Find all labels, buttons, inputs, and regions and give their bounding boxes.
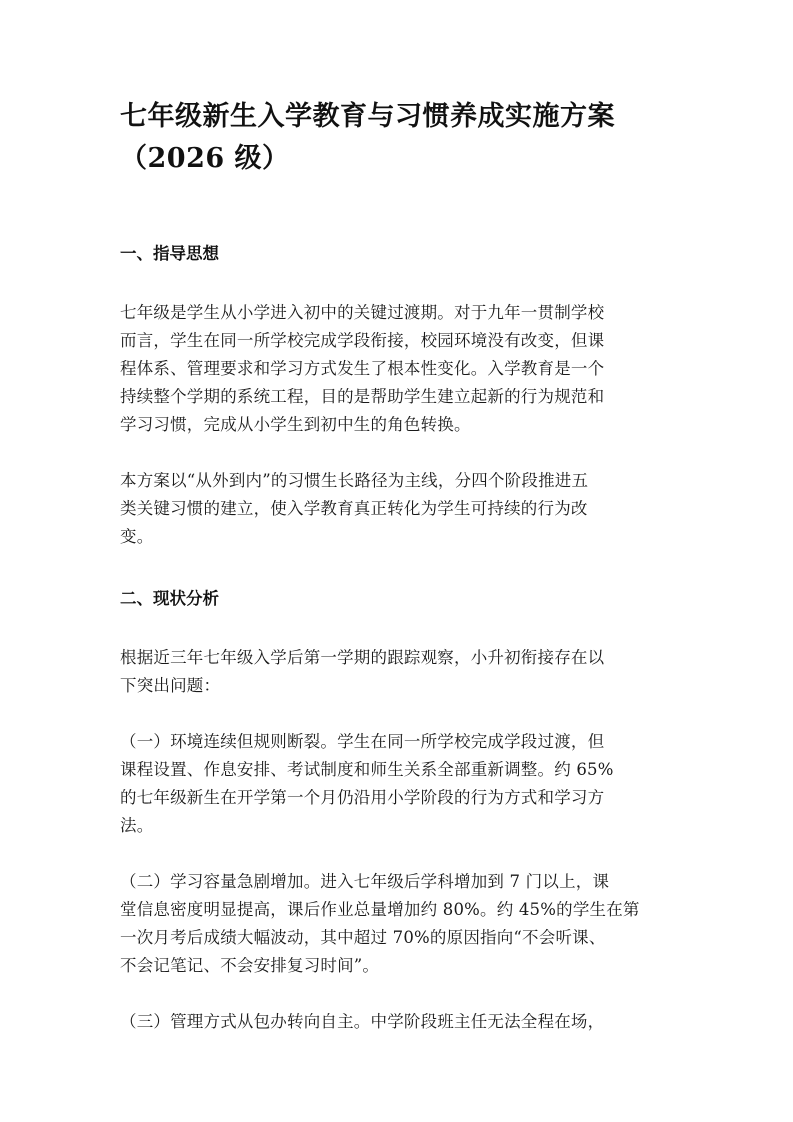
document-body [120, 96, 680, 1036]
title-line-2: （2026 级） [120, 143, 290, 174]
text-line: 类关键习惯的建立，使入学教育真正转化为学生可持续的行为改 [120, 499, 588, 518]
paragraph-issue-2 [120, 868, 680, 980]
text-line: 的七年级新生在开学第一个月仍沿用小学阶段的行为方式和学习方 [120, 788, 605, 807]
text-line: 一次月考后成绩大幅波动，其中超过 70%的原因指向“不会听课、 [120, 928, 606, 947]
title-line-1: 七年级新生入学教育与习惯养成实施方案 [120, 101, 615, 132]
paragraph-observation-intro [120, 644, 680, 700]
text-line: 程体系、管理要求和学习方式发生了根本性变化。入学教育是一个 [120, 359, 605, 378]
text-line: 持续整个学期的系统工程，目的是帮助学生建立起新的行为规范和 [120, 387, 605, 406]
paragraph-issue-1 [120, 728, 680, 840]
text-line: 堂信息密度明显提高，课后作业总量增加约 80%。约 45%的学生在第 [120, 900, 640, 919]
paragraph-main-line [120, 467, 680, 551]
text-line: 课程设置、作息安排、考试制度和师生关系全部重新调整。约 65% [120, 760, 614, 779]
text-line: （三）管理方式从包办转向自主。中学阶段班主任无法全程在场， [120, 1012, 605, 1031]
text-line: 根据近三年七年级入学后第一学期的跟踪观察，小升初衔接存在以 [120, 648, 605, 667]
section-heading-guiding-ideology: 一、指导思想 [120, 244, 219, 263]
section-heading-status-analysis: 二、现状分析 [120, 589, 219, 608]
paragraph-transition-period [120, 299, 680, 439]
text-line: 下突出问题： [120, 676, 221, 695]
text-line: （二）学习容量急剧增加。进入七年级后学科增加到 7 门以上，课 [120, 872, 610, 891]
document-title [120, 96, 680, 180]
text-line: （一）环境连续但规则断裂。学生在同一所学校完成学段过渡，但 [120, 732, 605, 751]
text-line: 本方案以“从外到内”的习惯生长路径为主线，分四个阶段推进五 [120, 471, 589, 490]
text-line: 学习习惯，完成从小学生到初中生的角色转换。 [120, 415, 471, 434]
text-line: 法。 [120, 816, 154, 835]
paragraph-issue-3 [120, 1008, 680, 1036]
text-line: 而言，学生在同一所学校完成学段衔接，校园环境没有改变，但课 [120, 331, 605, 350]
text-line: 不会记笔记、不会安排复习时间”。 [120, 956, 380, 975]
text-line: 七年级是学生从小学进入初中的关键过渡期。对于九年一贯制学校 [120, 303, 605, 322]
text-line: 变。 [120, 527, 154, 546]
